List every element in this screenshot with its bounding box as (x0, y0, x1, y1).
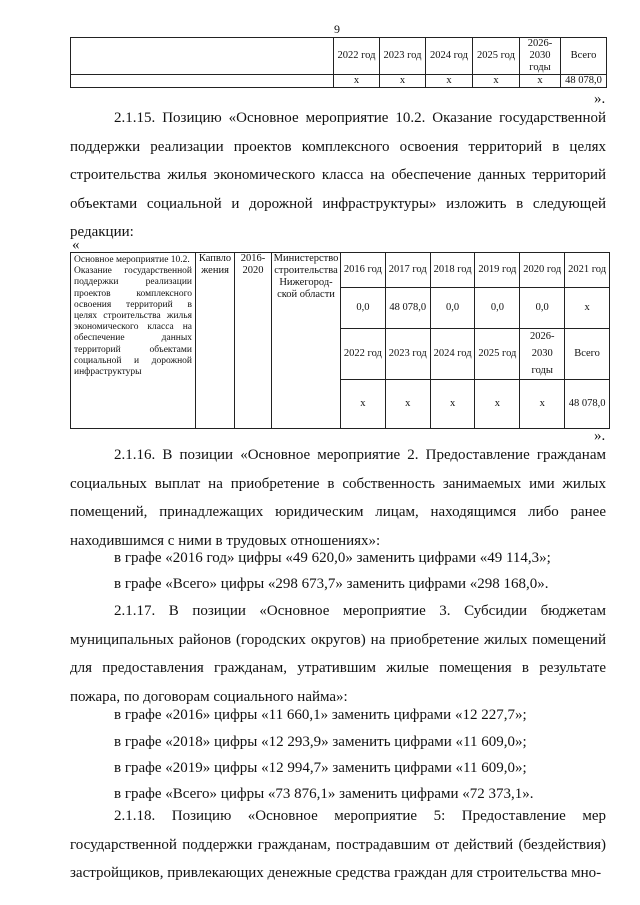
top-value-total: 48 078,0 (561, 75, 607, 88)
value-2026-2030: х (520, 380, 565, 429)
top-table (70, 37, 607, 88)
page-number: 9 (334, 22, 340, 36)
ministry-cell: Министерство строительства Нижегород-ской области (272, 253, 341, 429)
header-2025: 2025 год (475, 329, 520, 380)
value-2024: х (430, 380, 475, 429)
top-value-2026-2030: х (520, 75, 561, 88)
paragraph-2-1-17-line-c: в графе «2019» цифры «12 994,7» заменить цифрами «11 609,0»; (114, 760, 527, 776)
value-2016: 0,0 (341, 288, 386, 329)
header-2019: 2019 год (475, 253, 520, 288)
value-2017: 48 078,0 (385, 288, 430, 329)
top-header-2024: 2024 год (426, 38, 473, 75)
opening-quote: « (72, 237, 80, 253)
value-2021: х (565, 288, 610, 329)
value-2025: х (475, 380, 520, 429)
paragraph-2-1-17-line-d: в графе «Всего» цифры «73 876,1» заменить цифрами «72 373,1». (114, 786, 534, 802)
value-total: 48 078,0 (565, 380, 610, 429)
closing-quote-2: ». (594, 428, 606, 444)
paragraph-2-1-17-line-b: в графе «2018» цифры «12 293,9» заменить цифрами «11 609,0»; (114, 734, 527, 750)
event-cell: Основное мероприятие 10.2. Оказание государственной поддержки реализации проектов комплексного освоения территорий в целях строительства жилья экономического класса на обеспечение данных территорий объектами социальной и дорожной инфраструктуры (71, 253, 196, 429)
header-2021: 2021 год (565, 253, 610, 288)
paragraph-2-1-16-line-a: в графе «2016 год» цифры «49 620,0» заменить цифрами «49 114,3»; (114, 550, 551, 566)
header-2022: 2022 год (341, 329, 386, 380)
paragraph-2-1-15: 2.1.15. Позицию «Основное мероприятие 10.2. Оказание государственной поддержки реализации проектов комплексного освоения территорий в целях строительства жилья экономического класса на обеспечение данных территорий объектами социальной и дорожной инфраструктуры» изложить в следующей редакции: (70, 110, 606, 241)
paragraph-2-1-17-line-a: в графе «2016» цифры «11 660,1» заменить цифрами «12 227,7»; (114, 707, 527, 723)
header-total: Всего (565, 329, 610, 380)
top-value-2024: х (426, 75, 473, 88)
top-header-2025: 2025 год (473, 38, 520, 75)
header-2017: 2017 год (385, 253, 430, 288)
header-2020: 2020 год (520, 253, 565, 288)
top-header-total: Всего (561, 38, 607, 75)
top-header-2023: 2023 год (380, 38, 426, 75)
header-2023: 2023 год (385, 329, 430, 380)
header-2016: 2016 год (341, 253, 386, 288)
paragraph-2-1-18: 2.1.18. Позицию «Основное мероприятие 5: Предоставление мер государственной поддержки гражданам, пострадавшим от действий (бездействия) застройщиков, привлекающих денежные средства граждан для строительства мно- (70, 808, 606, 882)
header-2026-2030: 2026- 2030 годы (520, 329, 565, 380)
paragraph-2-1-16: 2.1.16. В позиции «Основное мероприятие 2. Предоставление гражданам социальных выплат на приобретение в собственность занимаемых ими жилых помещений, принадлежащих юридическим лицам, находящимся либо ранее находившимся с ними в трудовых отношениях»: (70, 447, 606, 549)
value-2019: 0,0 (475, 288, 520, 329)
value-2018: 0,0 (430, 288, 475, 329)
period-cell: 2016- 2020 (235, 253, 272, 429)
top-value-2025: х (473, 75, 520, 88)
type-cell: Капвло жения (196, 253, 235, 429)
top-value-2023: х (380, 75, 426, 88)
paragraph-2-1-17: 2.1.17. В позиции «Основное мероприятие 3. Субсидии бюджетам муниципальных районов (городских округов) на приобретение жилых помещений для предоставления гражданам, утратившим жилые помещения в результате пожара, по договорам социального найма»: (70, 603, 606, 705)
value-2020: 0,0 (520, 288, 565, 329)
value-2022: х (341, 380, 386, 429)
top-header-2026-2030: 2026- 2030 годы (520, 38, 561, 75)
paragraph-2-1-16-line-b: в графе «Всего» цифры «298 673,7» заменить цифрами «298 168,0». (114, 576, 549, 592)
top-header-2022: 2022 год (334, 38, 380, 75)
top-value-2022: х (334, 75, 380, 88)
header-2024: 2024 год (430, 329, 475, 380)
closing-quote-1: ». (594, 91, 606, 107)
value-2023: х (385, 380, 430, 429)
header-2018: 2018 год (430, 253, 475, 288)
main-table (70, 252, 610, 429)
